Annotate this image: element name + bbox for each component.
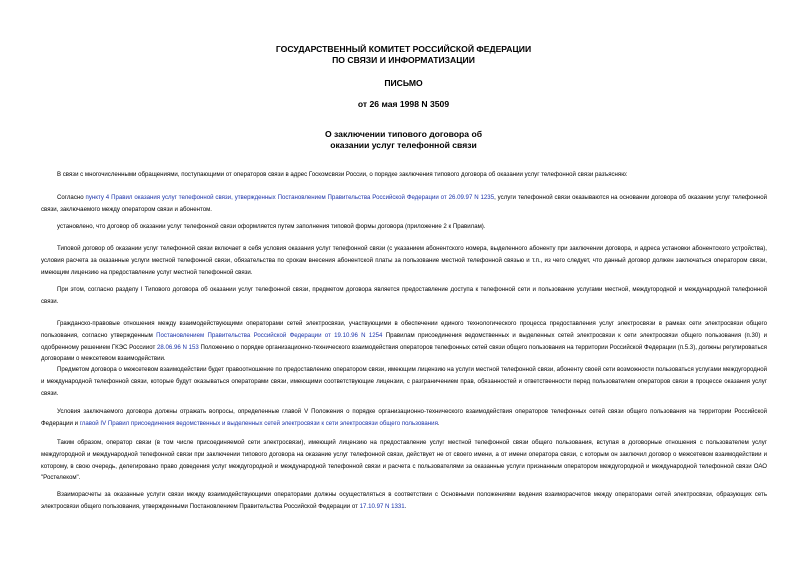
document-date: от 26 мая 1998 N 3509 <box>357 99 450 109</box>
link-decree-1254[interactable]: Постановлением Правительства Российской Федерации от 19.10.96 N 1254 <box>156 331 383 339</box>
issuer-line-1: ГОСУДАРСТВЕННЫЙ КОМИТЕТ РОССИЙСКОЙ ФЕДЕРАЦИИ <box>275 44 532 54</box>
link-rules-1235[interactable]: пункту 4 Правил оказания услуг телефонной связи, утвержденных Постановлением Правительства Российской Федерации от 26.09.97 N 1235 <box>85 194 495 201</box>
paragraph-8 <box>41 406 767 430</box>
paragraph-6-b: Правилам присоединения ведомственных и выделенных сетей электросвязи к сети электросвязи общего пользования (п.30) и одобренному решением ГКЭС Россииот <box>41 331 767 351</box>
link-decree-1331[interactable]: 17.10.97 N 1331 <box>359 502 405 510</box>
paragraph-8-b: . <box>437 419 440 427</box>
subject-line-1: О заключении типового договора об <box>324 129 483 139</box>
document-type: ПИСЬМО <box>384 78 423 88</box>
issuer-line-2: ПО СВЯЗИ И ИНФОРМАТИЗАЦИИ <box>332 55 475 65</box>
link-decision-153[interactable]: 28.06.96 N 153 <box>157 343 199 351</box>
paragraph-9: Таким образом, оператор связи (в том числе присоединяемой сети электросвязи), имеющий лицензию на предоставление услуг местной телефонной связи общего пользования, вступая в договорные отношения с пользователем услуг междугородной и международной телефонной связи при заключении типового договора на оказание услуг телефонной связи, действует не от своего имени, а от имени оператора связи, с которым он заключил договор о межсетевом взаимодействии и которому, в свою очередь, делегировано право доведения услуг междугородной и международной телефонной связи и расчета с пользователями за оказанные услуги признанным оператором междугородной и международной телефонной связи ОАО "Ростелеком". <box>41 439 767 482</box>
paragraph-6-a: Гражданско-правовые отношения между взаимодействующими операторами сетей электросвязи, участвующими в обеспечении единого технологического процесса предоставления услуг электросвязи в рамках сети электросвязи общего пользования, согласно утвержденным <box>41 320 767 339</box>
paragraph-10-b: . <box>404 502 407 510</box>
paragraph-6 <box>41 318 767 365</box>
paragraph-2-post: , услуги телефонной связи оказываются на основании договора об оказании услуг телефонной связи, заключаемого между оператором связи и абонентом. <box>41 194 767 213</box>
paragraph-4: Типовой договор об оказании услуг телефонной связи включает в себя условия оказания услуг телефонной связи (с указанием абонентского номера, выделенного абоненту при заключении договора, и адреса установки абонентского устройства), условия расчета за оказанные услуги местной телефонной связи, обязательства по срокам внесения абонентской платы за пользование местной телефонной связью и т.п., из чего следует, что данный договор должен заключаться оператором связи, имеющим лицензию на предоставление услуг местной телефонной связи. <box>41 245 767 276</box>
paragraph-2 <box>41 192 767 216</box>
paragraph-7: Предметом договора о межсетевом взаимодействии будет правоотношение по предоставлению оператором связи, имеющим лицензию на услуги местной телефонной связи, абоненту своей сети возможности пользоваться услугами междугородной и международной телефонной связи, которые будут оказываться операторами связи, имеющими соответствующие лицензии, с разграничением прав, обязанностей и ответственности перед пользователем операторов связи в процессе оказания услуг связи. <box>41 366 767 397</box>
paragraph-2-pre: Согласно <box>57 194 86 201</box>
paragraph-6-c: Положению о порядке организационно-технического взаимодействия операторов телефонных сетей связи общего пользования на территории Российской Федерации (п.5.3), должны регулироваться договорами о межсетевом взаимодействии. <box>41 343 767 363</box>
link-chapter-iv[interactable]: главой IV Правил присоединения ведомственных и выделенных сетей электросвязи к сети электросвязи общего пользования <box>79 419 438 427</box>
paragraph-10-a: Взаиморасчеты за оказанные услуги связи между взаимодействующими операторами должны осуществляться в соответствии с Основными положениями ведения взаиморасчетов между операторами сетей электросвязи, образующих сеть электросвязи общего пользования, утвержденными Постановлением Правительства Российской Федерации от <box>41 491 767 510</box>
paragraph-1: В связи с многочисленными обращениями, поступающими от операторов связи в адрес Госкомсвязи России, о порядке заключения типового договора об оказании услуг телефонной связи разъясняю: <box>57 171 628 178</box>
subject-line-2: оказании услуг телефонной связи <box>330 140 477 150</box>
paragraph-10 <box>41 489 767 513</box>
paragraph-3: установлено, что договор об оказании услуг телефонной связи оформляется путем заполнения типовой формы договора (приложение 2 к Правилам). <box>57 223 486 230</box>
paragraph-8-a: Условия заключаемого договора должны отражать вопросы, определенные главой V Положения о порядке организационно-технического взаимодействия операторов телефонных сетей связи общего пользования на территории Российской Федерации и <box>41 408 767 427</box>
paragraph-5: При этом, согласно разделу I Типового договора об оказании услуг телефонной связи, предметом договора является предоставление доступа к телефонной сети и пользование услугами местной, междугородной и международной телефонной связи. <box>41 286 767 305</box>
